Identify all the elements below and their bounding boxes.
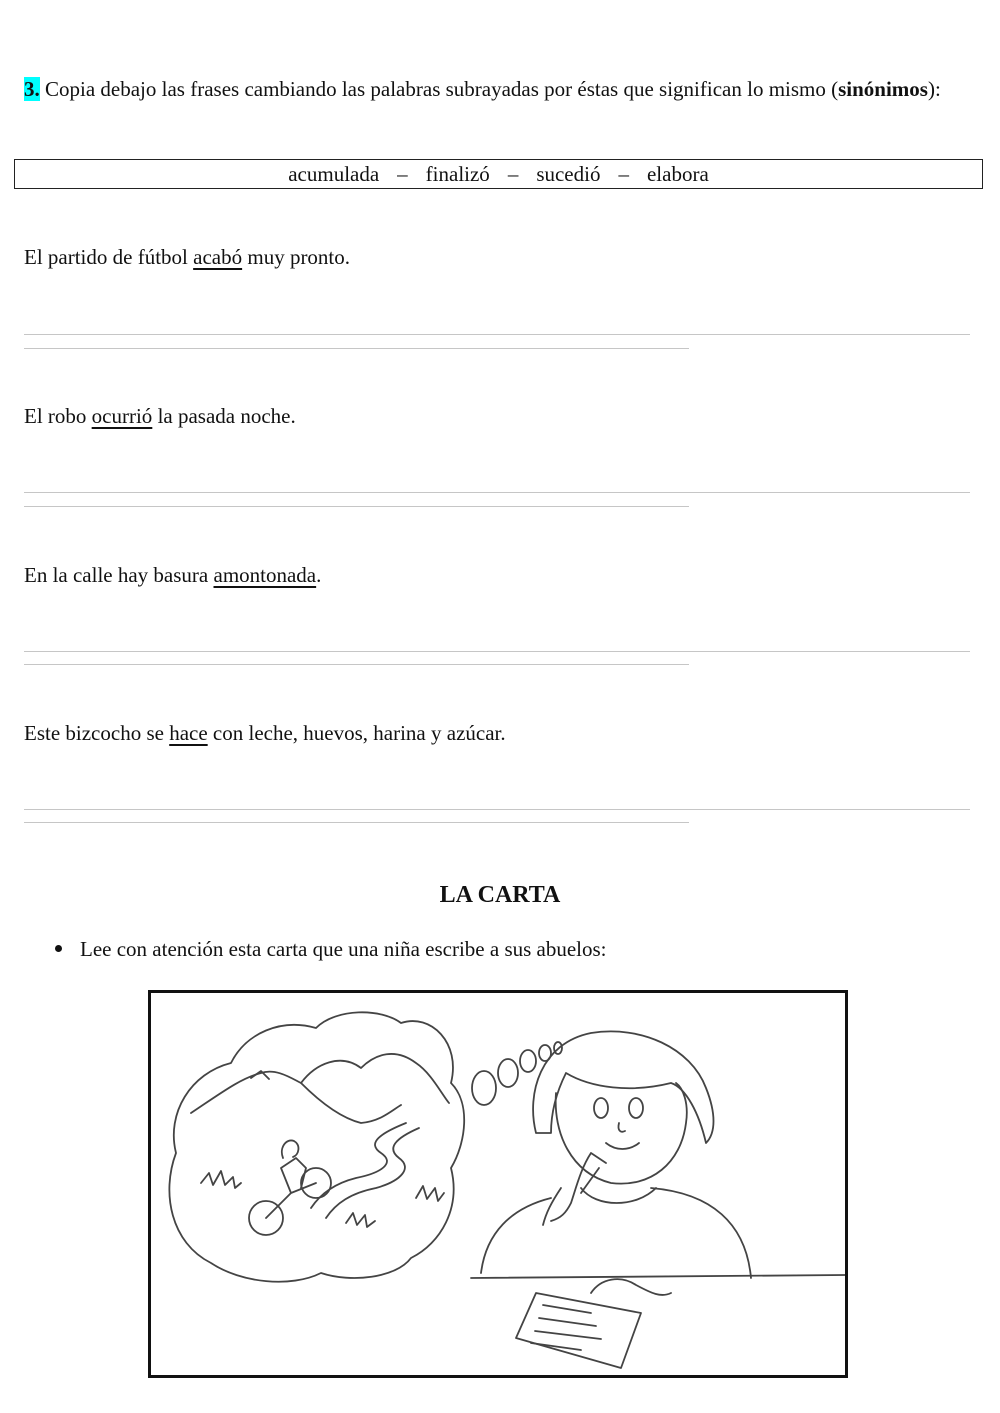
sentence-3: [24, 563, 321, 588]
grass-icon: [346, 1213, 375, 1227]
sentence-text: El robo: [24, 404, 92, 428]
sentence-2: [24, 404, 296, 429]
word-bank-item: sucedió: [536, 161, 601, 186]
sentence-text: la pasada noche.: [152, 404, 296, 428]
word-bank-item: acumulada: [288, 161, 380, 186]
thought-bubble-icon: [498, 1059, 518, 1087]
writing-hand-icon: [591, 1279, 671, 1295]
thought-cloud-icon: [169, 1012, 464, 1281]
bullet-text: Lee con atención esta carta que una niña escribe a sus abuelos:: [80, 937, 607, 961]
sentence-text: En la calle hay basura: [24, 563, 214, 587]
girl-eye-icon: [594, 1098, 608, 1118]
sentence-1: [24, 245, 350, 270]
answer-line[interactable]: [24, 506, 689, 507]
word-bank: [14, 159, 983, 189]
grass-icon: [416, 1186, 444, 1201]
underlined-word: hace: [169, 721, 208, 745]
sentence-text: Este bizcocho se: [24, 721, 170, 745]
word-separator: –: [618, 161, 629, 186]
word-bank-item: elabora: [646, 161, 709, 186]
girl-writing-letter-illustration: [151, 993, 845, 1375]
word-separator: –: [397, 161, 408, 186]
word-bank-item: finalizó: [425, 161, 490, 186]
exercise-number: 3.: [24, 77, 40, 101]
girl-eye-icon: [629, 1098, 643, 1118]
girl-mouth-icon: [606, 1143, 639, 1149]
bullet-item: [55, 937, 607, 962]
cyclist-icon: [266, 1140, 316, 1218]
instruction-bold-word: sinónimos: [838, 77, 928, 101]
answer-line[interactable]: [24, 809, 970, 810]
sentence-text: muy pronto.: [242, 245, 351, 269]
necklace-icon: [581, 1188, 656, 1203]
instruction-text: Copia debajo las frases cambiando las palabras subrayadas por éstas que significan lo mismo (: [39, 77, 839, 101]
underlined-word: ocurrió: [91, 404, 153, 428]
answer-line[interactable]: [24, 822, 689, 823]
sentence-text: El partido de fútbol: [24, 245, 194, 269]
answer-line[interactable]: [24, 664, 689, 665]
girl-hand-with-pen-icon: [543, 1153, 606, 1225]
instruction-text-end: ):: [927, 77, 941, 101]
answer-line[interactable]: [24, 492, 970, 493]
grass-icon: [201, 1171, 241, 1188]
illustration-frame: [148, 990, 848, 1378]
underlined-word: acabó: [193, 245, 243, 269]
desk-icon: [471, 1275, 845, 1278]
girl-body-icon: [481, 1188, 751, 1278]
thought-bubble-icon: [472, 1071, 496, 1105]
sentence-text: .: [316, 563, 322, 587]
bullet-icon: [55, 945, 62, 952]
section-title: LA CARTA: [439, 882, 561, 908]
underlined-word: amontonada: [213, 563, 317, 587]
sentence-4: [24, 721, 506, 746]
thought-bubble-icon: [520, 1050, 536, 1072]
answer-line[interactable]: [24, 651, 970, 652]
girl-face-icon: [556, 1083, 687, 1184]
sentence-text: con leche, huevos, harina y azúcar.: [207, 721, 506, 745]
word-separator: –: [507, 161, 519, 186]
road-icon: [311, 1123, 419, 1218]
exercise-instruction: [24, 76, 974, 103]
answer-line[interactable]: [24, 348, 689, 349]
answer-line[interactable]: [24, 334, 970, 335]
